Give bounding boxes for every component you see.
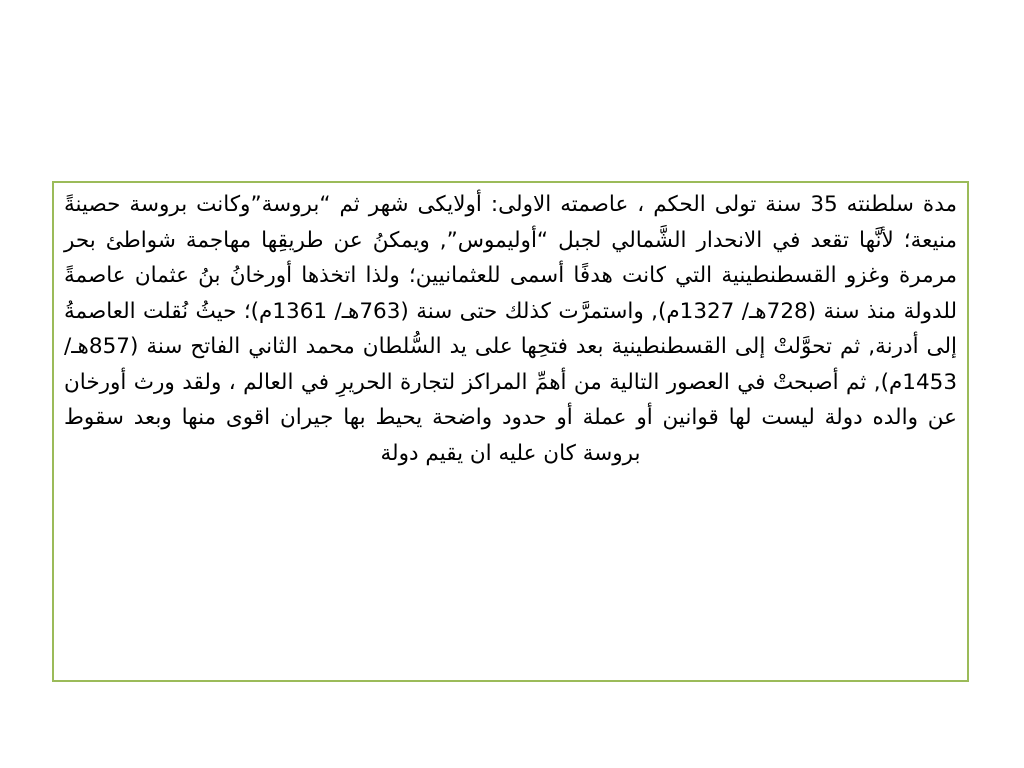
body-paragraph: مدة سلطنته 35 سنة تولى الحكم ، عاصمته الاولى: أولايكى شهر ثم “بروسة”وكانت بروسة حصينةً منيعة؛ لأنَّها تقعد في الانحدار الشَّمالي لجبل “أوليموس”, ويمكنُ عن طريقِها مهاجمة شواطئ بحر مرمرة وغزو القسطنطينية التي كانت هدفًا أسمى للعثمانيين؛ ولذا اتخذها أورخانُ بنُ عثمان عاصمةً للدولة منذ سنة (728هـ/ 1327م), واستمرَّت كذلك حتى سنة (763هـ/ 1361م)؛ حيثُ نُقلت العاصمةُ إلى أدرنة, ثم تحوَّلتْ إلى القسطنطينية بعد فتحِها على يد السُّلطان محمد الثاني الفاتح سنة (857هـ/ 1453م), ثم أصبحتْ في العصور التالية من أهمِّ المراكز لتجارة الحريرِ في العالم ، ولقد ورث أورخان عن والده دولة ليست لها قوانين أو عملة أو حدود واضحة يحيط بها جيران اقوى منها وبعد سقوط بروسة كان عليه ان يقيم دولة xyxy=(64,192,957,466)
text-box xyxy=(52,181,969,682)
